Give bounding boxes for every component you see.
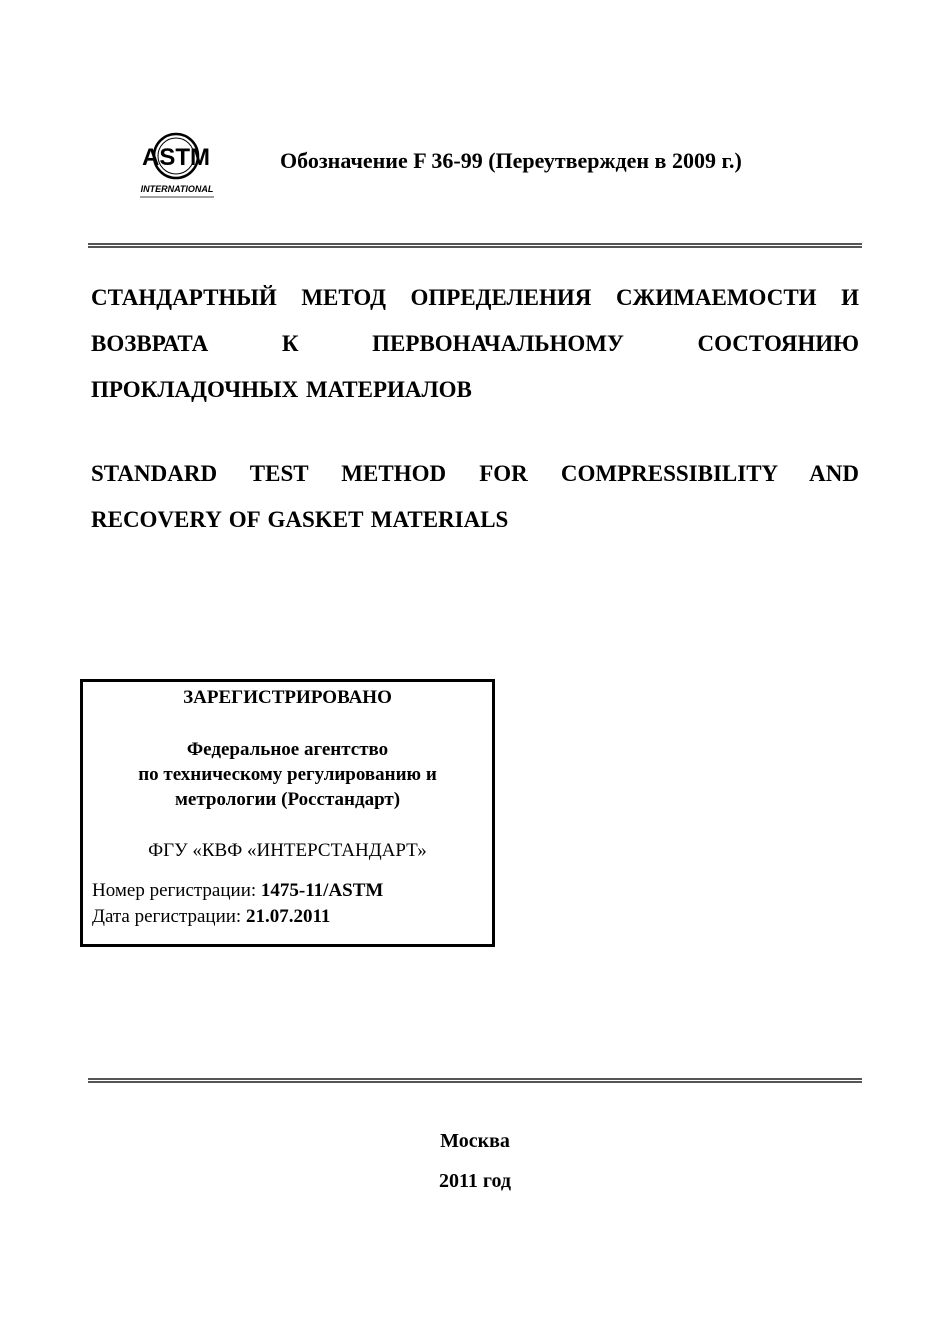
astm-logo bbox=[136, 126, 218, 200]
agency-line-2: по техническому регулированию и bbox=[138, 764, 437, 785]
registration-agency bbox=[83, 737, 492, 812]
logo-subtext: INTERNATIONAL bbox=[140, 184, 214, 194]
logo-text: ASTM bbox=[142, 144, 210, 171]
title-russian: СТАНДАРТНЫЙ МЕТОД ОПРЕДЕЛЕНИЯ СЖИМАЕМОСТИ И ВОЗВРАТА К ПЕРВОНАЧАЛЬНОМУ СОСТОЯНИЮ ПРОКЛАДОЧНЫХ МАТЕРИАЛОВ bbox=[91, 285, 859, 402]
title-english: STANDARD TEST METHOD FOR COMPRESSIBILITY AND RECOVERY OF GASKET MATERIALS bbox=[91, 461, 859, 532]
bottom-double-rule bbox=[88, 1078, 862, 1083]
agency-line-1: Федеральное агентство bbox=[186, 739, 389, 760]
registration-date-line bbox=[92, 906, 330, 928]
top-double-rule bbox=[88, 243, 862, 248]
document-designation: Обозначение F 36-99 (Переутвержден в 2009 г.) bbox=[280, 148, 742, 173]
city: Москва bbox=[440, 1130, 510, 1152]
registration-organization: ФГУ «КВФ «ИНТЕРСТАНДАРТ» bbox=[148, 840, 427, 861]
year: 2011 год bbox=[438, 1170, 512, 1192]
agency-line-3: метрологии (Росстандарт) bbox=[174, 789, 401, 810]
registration-heading: ЗАРЕГИСТРИРОВАНО bbox=[183, 687, 392, 708]
registration-date-label: Дата регистрации: bbox=[92, 906, 246, 927]
registration-number-line bbox=[92, 880, 383, 902]
registration-number-label: Номер регистрации: bbox=[92, 880, 261, 901]
registration-stamp bbox=[80, 679, 495, 947]
registration-number-value: 1475-11/ASTM bbox=[260, 880, 384, 901]
registration-date-value: 21.07.2011 bbox=[245, 906, 331, 927]
